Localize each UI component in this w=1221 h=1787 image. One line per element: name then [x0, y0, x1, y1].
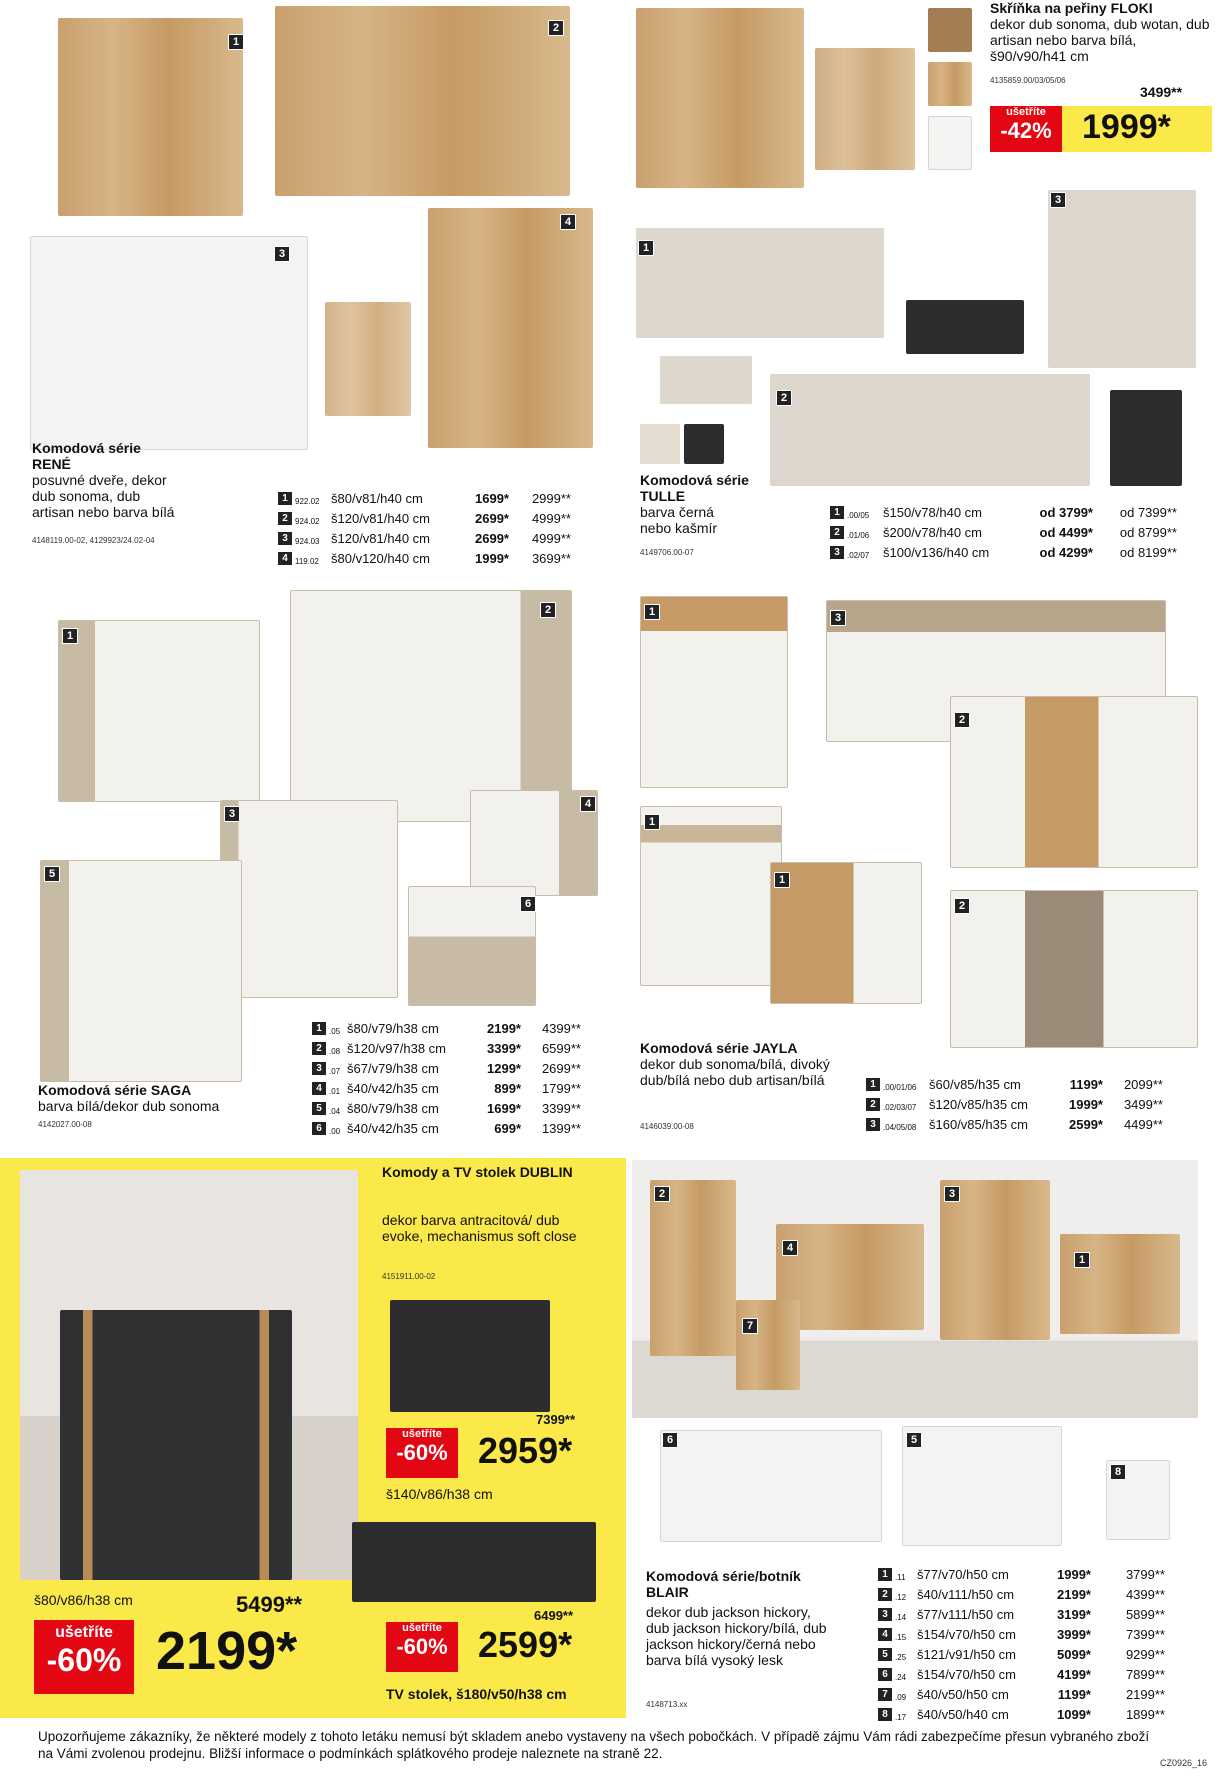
rene-price-list: [278, 490, 571, 570]
blair-title: Komodová série/botník BLAIR: [646, 1568, 801, 1600]
blair-row-4: 4 .15 š154/v70/h50 cm 3999* 7399**: [878, 1626, 1165, 1646]
floki-save-label: ušetříte: [1006, 106, 1046, 118]
tulle-title: Komodová série TULLE: [640, 472, 749, 504]
tulle-row-2: 2 .01/06 š200/v78/h40 cm od 4499* od 8799**: [830, 524, 1177, 544]
saga-row-3: 3 .07 š67/v79/h38 cm 1299* 2699**: [312, 1060, 581, 1080]
tulle-badge-3: 3: [1050, 192, 1066, 208]
blair-nightstand-7: [736, 1300, 800, 1390]
tulle-product-image-2: [770, 374, 1090, 486]
saga-product-image-5: [40, 860, 242, 1082]
rene-title: Komodová série RENÉ: [32, 440, 141, 472]
blair-price-list: [878, 1566, 1165, 1726]
tulle-code: 4149706.00-07: [640, 548, 694, 557]
tulle-badge-1: 1: [638, 240, 654, 256]
tulle-product-image-open: [660, 356, 752, 404]
floki-swatch-oak: [928, 62, 972, 106]
saga-row-5: 5 .04 š80/v79/h38 cm 1699* 3399**: [312, 1100, 581, 1120]
jayla-badge-1c: 1: [774, 872, 790, 888]
tulle-row-1: 1 .00/05 š150/v78/h40 cm od 3799* od 7399**: [830, 504, 1177, 524]
saga-badge-4: 4: [580, 796, 596, 812]
blair-row-3: 3 .14 š77/v111/h50 cm 3199* 5899**: [878, 1606, 1165, 1626]
dublin-p1-save-pct: -60%: [396, 1440, 448, 1465]
dublin-p1-price: 2959*: [478, 1430, 573, 1471]
tulle-product-image-black: [906, 300, 1024, 354]
saga-badge-6: 6: [520, 896, 536, 912]
blair-badge-1: 1: [1074, 1252, 1090, 1268]
jayla-badge-3: 3: [830, 610, 846, 626]
saga-product-image-1: [58, 620, 260, 802]
saga-row-4: 4 .01 š40/v42/h35 cm 899* 1799**: [312, 1080, 581, 1100]
saga-product-image-4: [470, 790, 598, 896]
tulle-product-image-3: [1048, 190, 1196, 368]
jayla-product-image-2b: [950, 890, 1198, 1048]
dublin-tv-stand-image: [352, 1522, 596, 1602]
floki-save-pct: -42%: [1000, 118, 1052, 143]
tulle-description: barva černá nebo kašmír: [640, 504, 718, 536]
saga-product-image-3: [220, 800, 398, 998]
floki-open-image: [815, 48, 915, 170]
footer-page-code: CZ0926_16: [1160, 1758, 1208, 1768]
blair-code: 4148713.xx: [646, 1700, 688, 1709]
saga-badge-3: 3: [224, 806, 240, 822]
rene-row-2: 2 924.02 š120/v81/h40 cm 2699* 4999**: [278, 510, 571, 530]
jayla-product-image-1: [640, 596, 788, 788]
badge-4: 4: [560, 214, 576, 230]
saga-product-image-2: [290, 590, 572, 822]
blair-white-5: [902, 1426, 1062, 1546]
dublin-p3-save-label: ušetříte: [402, 1622, 442, 1634]
tulle-swatch-black: [684, 424, 724, 464]
jayla-badge-2: 2: [954, 712, 970, 728]
dublin-p2-save-badge: [34, 1620, 134, 1694]
footer-disclaimer: Upozorňujeme zákazníky, že některé modely z tohoto letáku nemusí být skladem anebo vystaveny na všech pobočkách. V případě zájmu Vám rádi zabezpečíme přesun vybraného zboží na Vámi zvolenou prodejnu. Bližší informace o podmínkách splátkového prodeje naleznete na straně 22.: [38, 1729, 1150, 1761]
jayla-row-1: 1 .00/01/06 š60/v85/h35 cm 1199* 2099**: [866, 1076, 1163, 1096]
rene-product-image-1: [58, 18, 243, 216]
saga-row-1: 1 .05 š80/v79/h38 cm 2199* 4399**: [312, 1020, 581, 1040]
rene-code: 4148119.00-02, 4129923/24.02-04: [32, 536, 155, 545]
dublin-commode-photo: [60, 1310, 292, 1580]
dublin-p2-save-pct: -60%: [46, 1642, 122, 1678]
blair-description: dekor dub jackson hickory, dub jackson hickory/bílá, dub jackson hickory/černá nebo barva bílá vysoký lesk: [646, 1604, 827, 1668]
jayla-product-image-1b: [640, 806, 782, 986]
saga-code: 4142027.00-08: [38, 1120, 92, 1129]
blair-row-8: 8 .17 š40/v50/h40 cm 1099* 1899**: [878, 1706, 1165, 1726]
dublin-p3-save-badge: [386, 1622, 458, 1672]
rene-product-image-4: [428, 208, 593, 448]
rene-product-image-open: [325, 302, 411, 416]
blair-chest-3: [940, 1180, 1050, 1340]
floki-price: 1999*: [1082, 108, 1171, 146]
saga-row-2: 2 .08 š120/v97/h38 cm 3399* 6599**: [312, 1040, 581, 1060]
jayla-row-2: 2 .02/03/07 š120/v85/h35 cm 1999* 3499**: [866, 1096, 1163, 1116]
rene-product-image-2: [275, 6, 570, 196]
saga-badge-5: 5: [44, 866, 60, 882]
floki-swatch-dark-oak: [928, 8, 972, 52]
tulle-product-image-4: [1110, 390, 1182, 486]
dublin-p2-price: 2199*: [156, 1621, 298, 1681]
saga-description: barva bílá/dekor dub sonoma: [38, 1098, 220, 1114]
blair-row-2: 2 .12 š40/v111/h50 cm 2199* 4399**: [878, 1586, 1165, 1606]
blair-row-1: 1 .11 š77/v70/h50 cm 1999* 3799**: [878, 1566, 1165, 1586]
rene-row-1: 1 922.02 š80/v81/h40 cm 1699* 2999**: [278, 490, 571, 510]
dublin-sideboard-image: [390, 1300, 550, 1412]
floki-title: Skříňka na peřiny FLOKI: [990, 0, 1153, 16]
rene-row-3: 3 924.03 š120/v81/h40 cm 2699* 4999**: [278, 530, 571, 550]
dublin-p3-old-price: 6499**: [534, 1608, 574, 1623]
jayla-badge-2b: 2: [954, 898, 970, 914]
jayla-product-image-1c: [770, 862, 922, 1004]
blair-badge-7: 7: [742, 1318, 758, 1334]
blair-badge-3: 3: [944, 1186, 960, 1202]
dublin-description: dekor barva antracitová/ dub evoke, mechanismus soft close: [382, 1212, 577, 1244]
jayla-row-3: 3 .04/05/08 š160/v85/h35 cm 2599* 4499**: [866, 1116, 1163, 1136]
floki-swatch-white: [928, 116, 972, 170]
dublin-p2-old-price: 5499**: [236, 1592, 303, 1617]
dublin-p3-label: TV stolek, š180/v50/h38 cm: [386, 1686, 567, 1702]
tulle-row-3: 3 .02/07 š100/v136/h40 cm od 4299* od 8199**: [830, 544, 1177, 564]
rene-row-4: 4 119.02 š80/v120/h40 cm 1999* 3699**: [278, 550, 571, 570]
blair-badge-5: 5: [906, 1432, 922, 1448]
dublin-p2-dimensions: š80/v86/h38 cm: [34, 1592, 133, 1608]
blair-row-5: 5 .25 š121/v91/h50 cm 5099* 9299**: [878, 1646, 1165, 1666]
dublin-title: Komody a TV stolek DUBLIN: [382, 1164, 573, 1180]
saga-row-6: 6 .00 š40/v42/h35 cm 699* 1399**: [312, 1120, 581, 1140]
rene-description: posuvné dveře, dekor dub sonoma, dub artisan nebo barva bílá: [32, 472, 175, 520]
tulle-product-image-1: [636, 228, 884, 338]
jayla-badge-1: 1: [644, 604, 660, 620]
blair-chest-2: [650, 1180, 736, 1356]
jayla-price-list: [866, 1076, 1163, 1136]
jayla-badge-1b: 1: [644, 814, 660, 830]
blair-badge-8: 8: [1110, 1464, 1126, 1480]
floki-old-price: 3499**: [1140, 84, 1183, 100]
jayla-code: 4146039.00-08: [640, 1122, 694, 1131]
badge-2: 2: [548, 20, 564, 36]
floki-product-image: [636, 8, 804, 188]
blair-badge-4: 4: [782, 1240, 798, 1256]
dublin-p2-save-label: ušetříte: [55, 1624, 113, 1641]
dublin-p1-save-label: ušetříte: [402, 1428, 442, 1440]
dublin-p3-price: 2599*: [478, 1624, 573, 1665]
saga-badge-2: 2: [540, 602, 556, 618]
rene-product-image-3: [30, 236, 308, 450]
dublin-p1-old-price: 7399**: [536, 1412, 576, 1427]
dublin-p1-dimensions: š140/v86/h38 cm: [386, 1486, 493, 1502]
blair-chest-1: [1060, 1234, 1180, 1334]
jayla-title: Komodová série JAYLA: [640, 1040, 798, 1056]
dublin-p3-save-pct: -60%: [396, 1634, 448, 1659]
badge-3: 3: [274, 246, 290, 262]
floki-description: dekor dub sonoma, dub wotan, dub artisan nebo barva bílá, š90/v90/h41 cm: [990, 16, 1210, 64]
blair-row-6: 6 .24 š154/v70/h50 cm 4199* 7899**: [878, 1666, 1165, 1686]
dublin-code: 4151911.00-02: [382, 1272, 436, 1281]
tulle-badge-2: 2: [776, 390, 792, 406]
saga-badge-1: 1: [62, 628, 78, 644]
badge-1: 1: [228, 34, 244, 50]
tulle-swatch-cashmere: [640, 424, 680, 464]
saga-title: Komodová série SAGA: [38, 1082, 192, 1098]
saga-price-list: [312, 1020, 581, 1140]
floki-save-badge: [990, 106, 1062, 152]
floki-code: 4135859.00/03/05/06: [990, 76, 1066, 85]
saga-product-image-6: [408, 886, 536, 1006]
tulle-price-list: [830, 504, 1177, 564]
blair-white-6: [660, 1430, 882, 1542]
blair-row-7: 7 .09 š40/v50/h50 cm 1199* 2199**: [878, 1686, 1165, 1706]
blair-badge-6: 6: [662, 1432, 678, 1448]
jayla-description: dekor dub sonoma/bílá, divoký dub/bílá nebo dub artisan/bílá: [640, 1056, 830, 1088]
blair-badge-2: 2: [654, 1186, 670, 1202]
jayla-product-image-2: [950, 696, 1198, 868]
dublin-p1-save-badge: [386, 1428, 458, 1478]
